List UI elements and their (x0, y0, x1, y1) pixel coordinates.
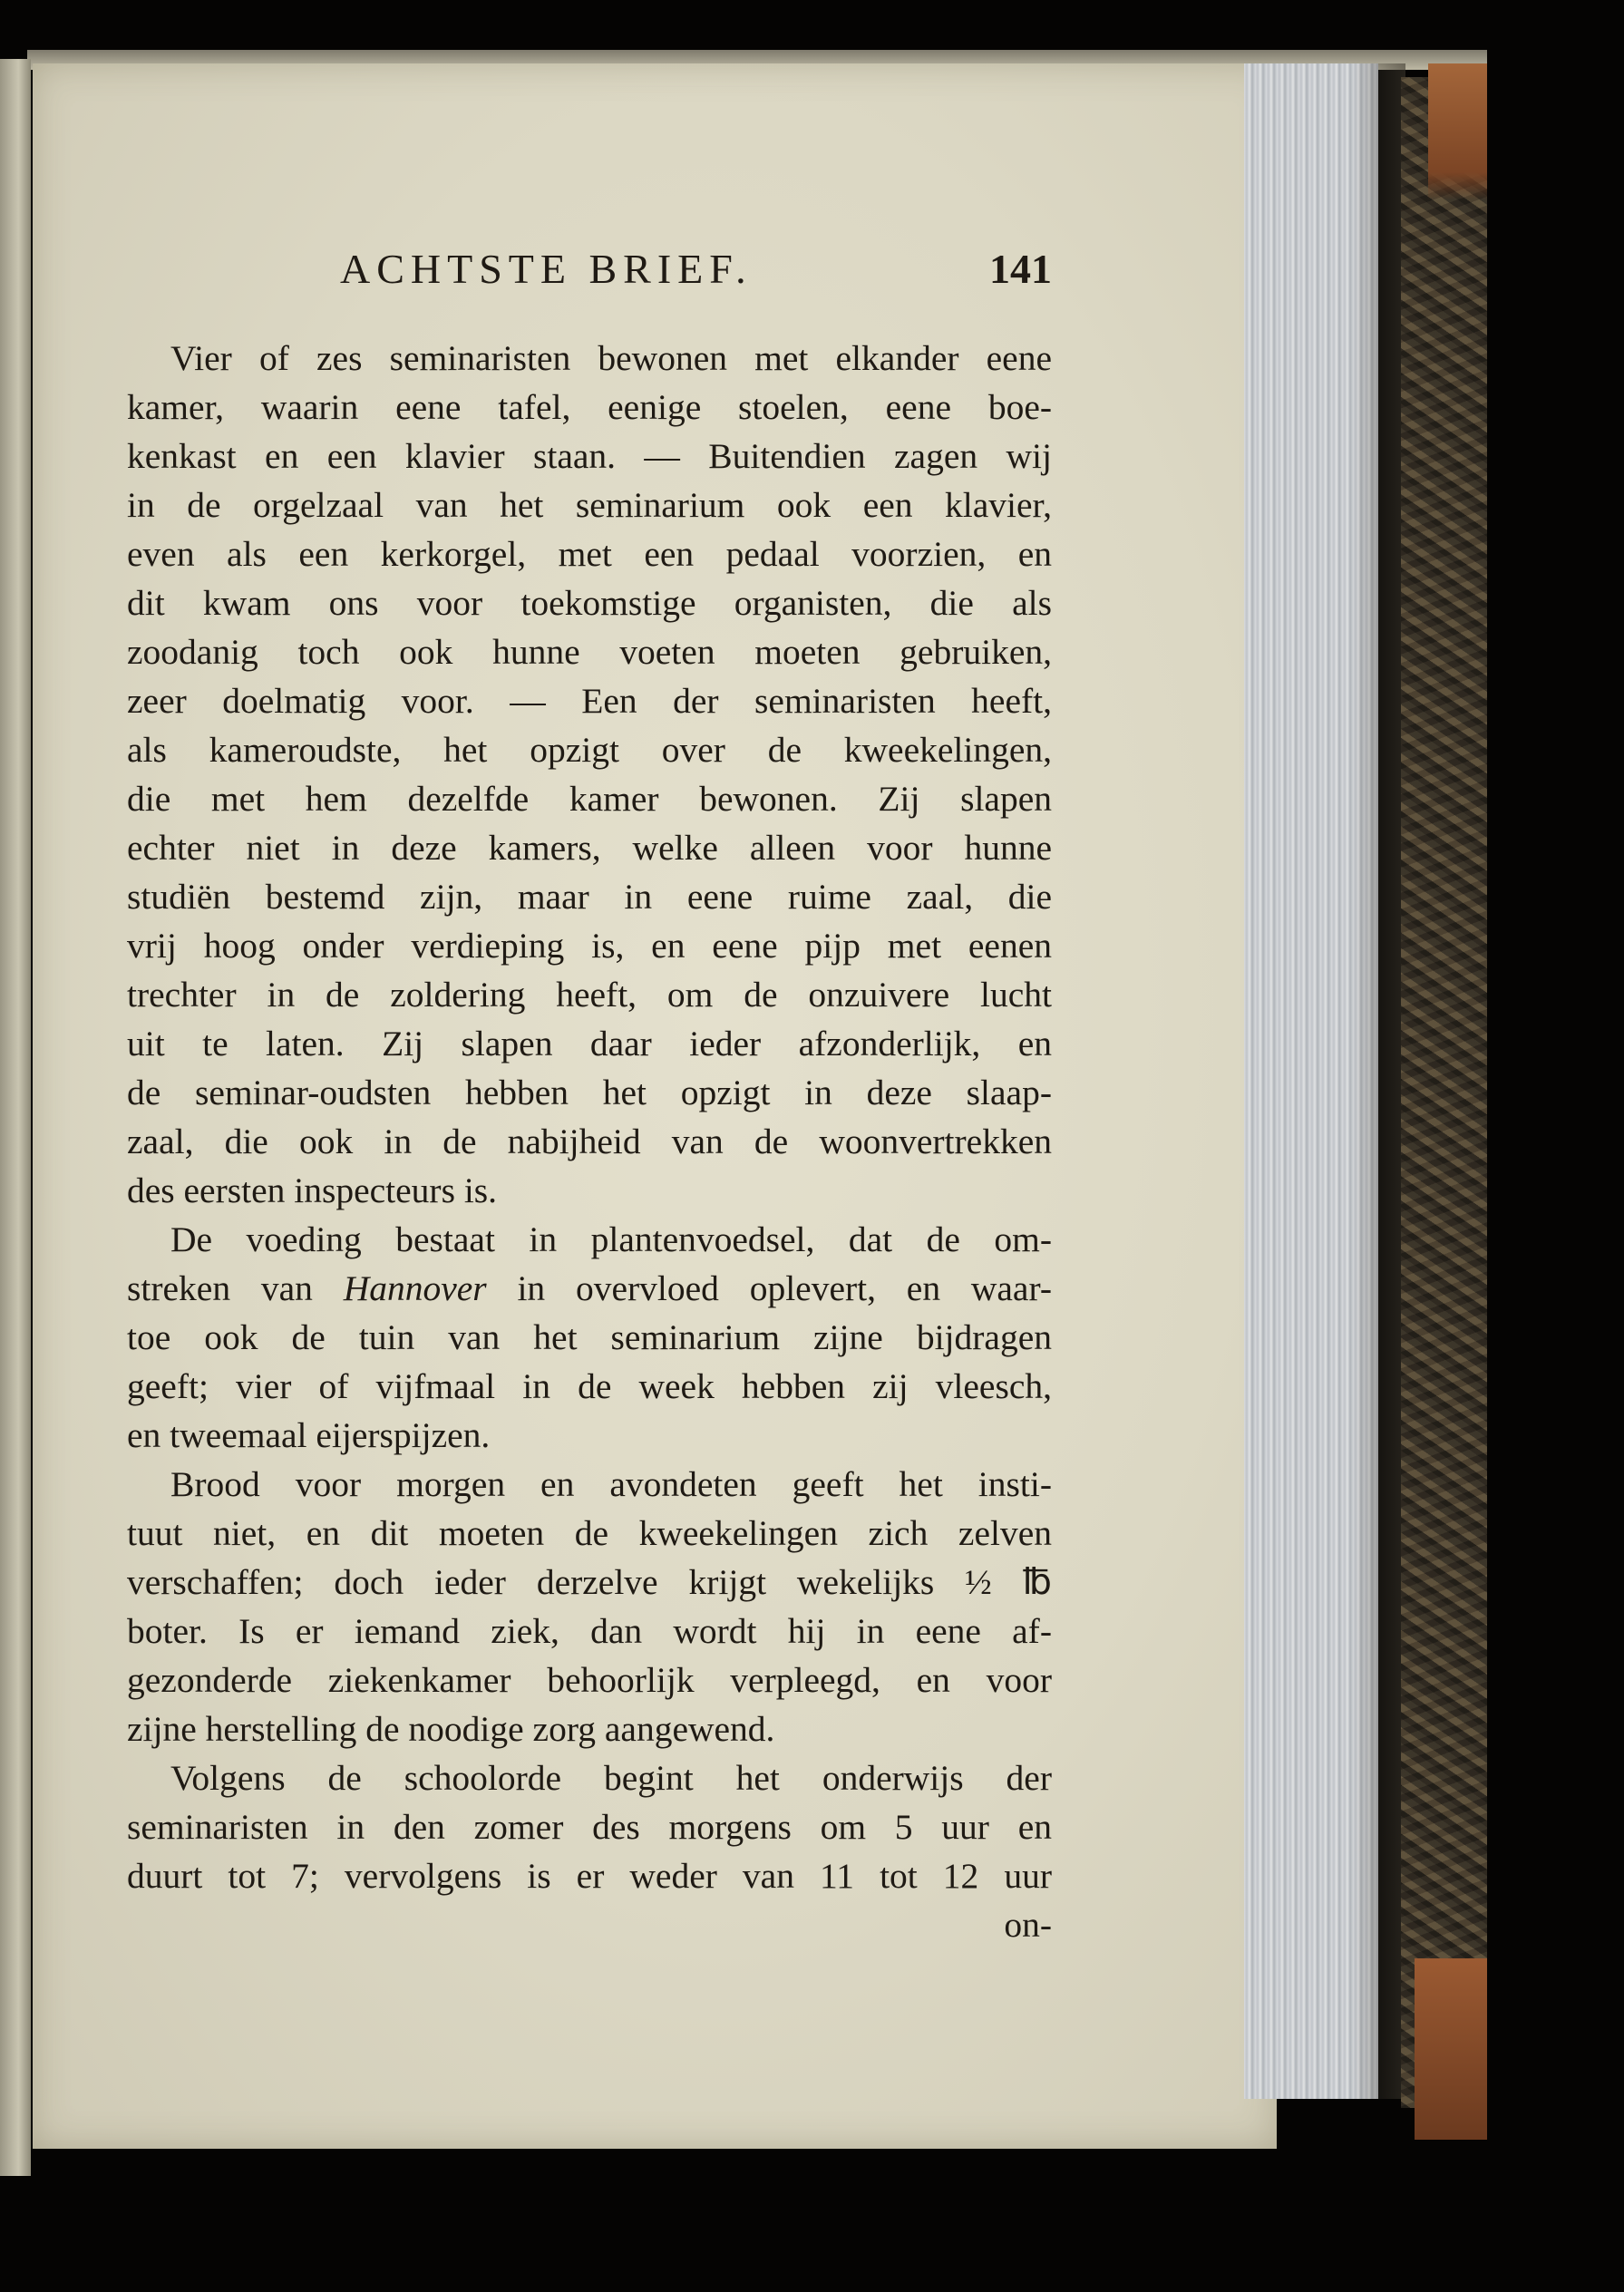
italic-place-name: Hannover (343, 1268, 487, 1308)
paragraph-2 (127, 1215, 1052, 1460)
text-line: boter. Is er iemand ziek, dan wordt hij in eene af- (127, 1611, 1052, 1651)
text-line: als kameroudste, het opzigt over de kweekelingen, (127, 730, 1052, 770)
text-line: toe ook de tuin van het seminarium zijne bijdragen (127, 1317, 1052, 1357)
text-line: gezonderde ziekenkamer behoorlijk verpleegd, en voor (127, 1660, 1052, 1700)
leather-corner-bottom (1415, 1958, 1487, 2140)
text-line: die met hem dezelfde kamer bewonen. Zij slapen (127, 779, 1052, 819)
previous-page-edge (0, 59, 31, 2176)
text-line: duurt tot 7; vervolgens is er weder van 11 tot 12 uur (127, 1856, 1052, 1896)
page-number: 141 (989, 246, 1052, 292)
text-line: zijne herstelling de noodige zorg aangewend. (127, 1709, 775, 1749)
text-line: Vier of zes seminaristen bewonen met elkander eene (170, 338, 1052, 378)
text-line: vrij hoog onder verdieping is, en eene pijp met eenen (127, 926, 1052, 966)
text-line: dit kwam ons voor toekomstige organisten, die als (127, 583, 1052, 623)
catchword: on- (1004, 1905, 1052, 1945)
page-text-block (127, 245, 1052, 1949)
paragraph-3 (127, 1460, 1052, 1753)
text-line: trechter in de zoldering heeft, om de onzuivere lucht (127, 975, 1052, 1015)
text-line: streken van Hannover in overvloed oplevert, en waar- (127, 1268, 1052, 1308)
text-line: verschaffen; doch ieder derzelve krijgt wekelijks ½ ℔ (127, 1562, 1052, 1602)
text-line: en tweemaal eijerspijzen. (127, 1415, 491, 1455)
text-line: seminaristen in den zomer des morgens om 5 uur en (127, 1807, 1052, 1847)
text-line: in de orgelzaal van het seminarium ook een klavier, (127, 485, 1052, 525)
text-line: zoodanig toch ook hunne voeten moeten gebruiken, (127, 632, 1052, 672)
text-line: even als een kerkorgel, met een pedaal voorzien, en (127, 534, 1052, 574)
text-line: tuut niet, en dit moeten de kweekelingen zich zelven (127, 1513, 1052, 1553)
text-line: Volgens de schoolorde begint het onderwijs der (170, 1758, 1052, 1798)
text-line: kamer, waarin eene tafel, eenige stoelen, eene boe- (127, 387, 1052, 427)
page-header (127, 245, 1052, 299)
leather-corner-top (1428, 63, 1487, 199)
text-line: zeer doelmatig voor. — Een der seminaristen heeft, (127, 681, 1052, 721)
running-head: ACHTSTE BRIEF. (340, 246, 753, 292)
marbled-cover (1401, 77, 1487, 2108)
text-line: De voeding bestaat in plantenvoedsel, dat de om- (170, 1219, 1052, 1259)
text-line: kenkast en een klavier staan. — Buitendien zagen wij (127, 436, 1052, 476)
text-line: zaal, die ook in de nabijheid van de woonvertrekken (127, 1122, 1052, 1161)
paragraph-4 (127, 1753, 1052, 1900)
text-line: studiën bestemd zijn, maar in eene ruime zaal, die (127, 877, 1052, 917)
text-line: uit te laten. Zij slapen daar ieder afzonderlijk, en (127, 1024, 1052, 1063)
paragraph-1 (127, 334, 1052, 1215)
text-line: geeft; vier of vijfmaal in de week hebben zij vleesch, (127, 1366, 1052, 1406)
text-line: de seminar-oudsten hebben het opzigt in deze slaap- (127, 1073, 1052, 1112)
page-edges-shadow (1351, 63, 1405, 2099)
text-line: Brood voor morgen en avondeten geeft het insti- (170, 1464, 1052, 1504)
text-line: echter niet in deze kamers, welke alleen voor hunne (127, 828, 1052, 868)
text-line: des eersten inspecteurs is. (127, 1170, 498, 1210)
page-body (127, 334, 1052, 1949)
